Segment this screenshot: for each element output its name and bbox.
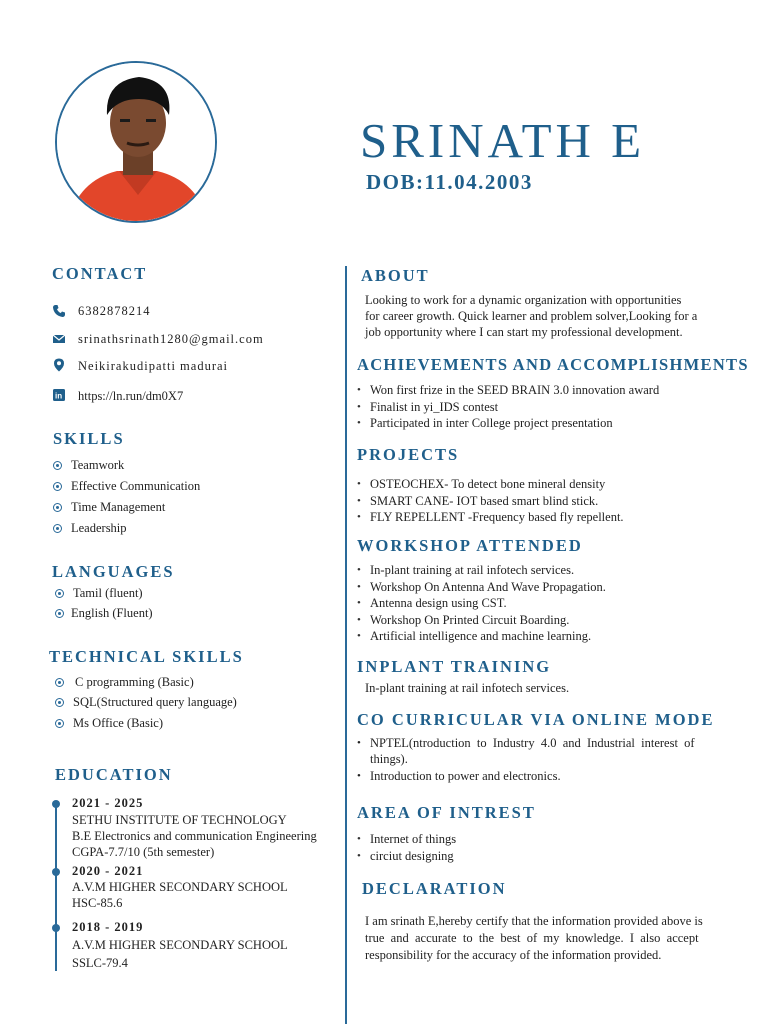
language-item: Tamil (fluent) bbox=[73, 586, 143, 600]
profile-photo bbox=[55, 61, 217, 223]
email-address[interactable]: srinathsrinath1280@gmail.com bbox=[78, 332, 264, 346]
skill-item: Effective Communication bbox=[71, 479, 201, 493]
achievements-list bbox=[357, 382, 659, 432]
education-timeline bbox=[55, 803, 57, 971]
bullet-icon bbox=[53, 461, 62, 470]
declaration-text-line: true and accurate to the best of my knowledge. I also accept bbox=[365, 931, 699, 945]
technical-skill-item: Ms Office (Basic) bbox=[73, 716, 164, 730]
email-icon bbox=[52, 332, 66, 346]
interest-list bbox=[357, 831, 456, 864]
education-institution: SETHU INSTITUTE OF TECHNOLOGY bbox=[72, 813, 287, 827]
list-item: • In-plant training at rail infotech services. bbox=[357, 562, 606, 579]
contact-heading: CONTACT bbox=[52, 264, 148, 283]
education-heading: EDUCATION bbox=[55, 765, 173, 784]
list-item: • Won first frize in the SEED BRAIN 3.0 innovation award bbox=[357, 382, 659, 399]
education-score: HSC-85.6 bbox=[72, 896, 123, 910]
skills-heading: SKILLS bbox=[53, 429, 125, 448]
education-years: 2020 - 2021 bbox=[72, 864, 144, 878]
about-heading: ABOUT bbox=[361, 266, 430, 285]
about-text-line: Looking to work for a dynamic organization with opportunities bbox=[365, 293, 682, 307]
list-item: • Finalist in yi_IDS contest bbox=[357, 399, 659, 416]
bullet-icon bbox=[53, 524, 62, 533]
cocurricular-item-line: things). bbox=[370, 752, 408, 766]
linkedin-icon bbox=[53, 389, 65, 401]
list-item: • Participated in inter College project presentation bbox=[357, 415, 659, 432]
declaration-text-line: I am srinath E,hereby certify that the information provided above is bbox=[365, 914, 703, 928]
education-institution: A.V.M HIGHER SECONDARY SCHOOL bbox=[72, 938, 288, 952]
bullet-icon bbox=[55, 719, 64, 728]
phone-number[interactable]: 6382878214 bbox=[78, 304, 151, 318]
declaration-heading: DECLARATION bbox=[362, 879, 507, 898]
timeline-dot-icon bbox=[52, 800, 60, 808]
timeline-dot-icon bbox=[52, 868, 60, 876]
about-text-line: for career growth. Quick learner and problem solver,Looking for a bbox=[365, 309, 698, 323]
bullet-icon bbox=[53, 503, 62, 512]
list-item: • Internet of things bbox=[357, 831, 456, 848]
bullet-icon bbox=[55, 609, 64, 618]
address: Neikirakudipatti madurai bbox=[78, 359, 229, 373]
phone-icon bbox=[52, 304, 66, 318]
svg-text:in: in bbox=[55, 391, 63, 401]
list-item: • circiut designing bbox=[357, 848, 456, 865]
technical-skills-heading: TECHNICAL SKILLS bbox=[49, 647, 244, 666]
list-item: • Antenna design using CST. bbox=[357, 595, 606, 612]
projects-heading: PROJECTS bbox=[357, 445, 460, 464]
location-pin-icon bbox=[52, 358, 66, 372]
column-divider bbox=[345, 266, 347, 1024]
skill-item: Teamwork bbox=[71, 458, 125, 472]
interest-heading: AREA OF INTREST bbox=[357, 803, 536, 822]
date-of-birth: DOB:11.04.2003 bbox=[366, 170, 533, 194]
list-item: • Workshop On Printed Circuit Boarding. bbox=[357, 612, 606, 629]
skill-item: Leadership bbox=[71, 521, 127, 535]
languages-heading: LANGUAGES bbox=[52, 562, 175, 581]
education-score: SSLC-79.4 bbox=[72, 956, 128, 970]
technical-skill-item: C programming (Basic) bbox=[75, 675, 194, 689]
cocurricular-item-line: NPTEL(ntroduction to Industry 4.0 and Industrial interest of bbox=[370, 736, 695, 750]
education-institution: A.V.M HIGHER SECONDARY SCHOOL bbox=[72, 880, 288, 894]
workshop-heading: WORKSHOP ATTENDED bbox=[357, 536, 583, 555]
education-years: 2018 - 2019 bbox=[72, 920, 144, 934]
language-item: English (Fluent) bbox=[71, 606, 153, 620]
list-item: • Artificial intelligence and machine learning. bbox=[357, 628, 606, 645]
cocurricular-heading: CO CURRICULAR VIA ONLINE MODE bbox=[357, 710, 715, 729]
declaration-text-line: responsibility for the accuracy of the information provided. bbox=[365, 948, 662, 962]
skill-item: Time Management bbox=[71, 500, 166, 514]
list-item: • SMART CANE- IOT based smart blind stick. bbox=[357, 493, 624, 510]
bullet-icon: • bbox=[357, 770, 361, 782]
person-photo-icon bbox=[57, 63, 217, 223]
about-text-line: job opportunity where I can start my professional development. bbox=[365, 325, 683, 339]
list-item: • FLY REPELLENT -Frequency based fly repellent. bbox=[357, 509, 624, 526]
workshop-list bbox=[357, 562, 606, 645]
list-item: • Workshop On Antenna And Wave Propagation. bbox=[357, 579, 606, 596]
education-degree: B.E Electronics and communication Engineering bbox=[72, 829, 317, 843]
cocurricular-item: Introduction to power and electronics. bbox=[370, 769, 561, 783]
inplant-heading: INPLANT TRAINING bbox=[357, 657, 552, 676]
education-score: CGPA-7.7/10 (5th semester) bbox=[72, 845, 215, 859]
bullet-icon: • bbox=[357, 737, 361, 749]
bullet-icon bbox=[55, 698, 64, 707]
technical-skill-item: SQL(Structured query language) bbox=[73, 695, 237, 709]
bullet-icon bbox=[55, 678, 64, 687]
bullet-icon bbox=[53, 482, 62, 491]
list-item: • OSTEOCHEX- To detect bone mineral density bbox=[357, 476, 624, 493]
profile-link[interactable]: https://ln.run/dm0X7 bbox=[78, 389, 184, 403]
achievements-heading: ACHIEVEMENTS AND ACCOMPLISHMENTS bbox=[357, 355, 749, 374]
bullet-icon bbox=[55, 589, 64, 598]
candidate-name: SRINATH E bbox=[360, 113, 646, 168]
inplant-text: In-plant training at rail infotech services. bbox=[365, 681, 570, 695]
projects-list bbox=[357, 476, 624, 526]
timeline-dot-icon bbox=[52, 924, 60, 932]
education-years: 2021 - 2025 bbox=[72, 796, 144, 810]
